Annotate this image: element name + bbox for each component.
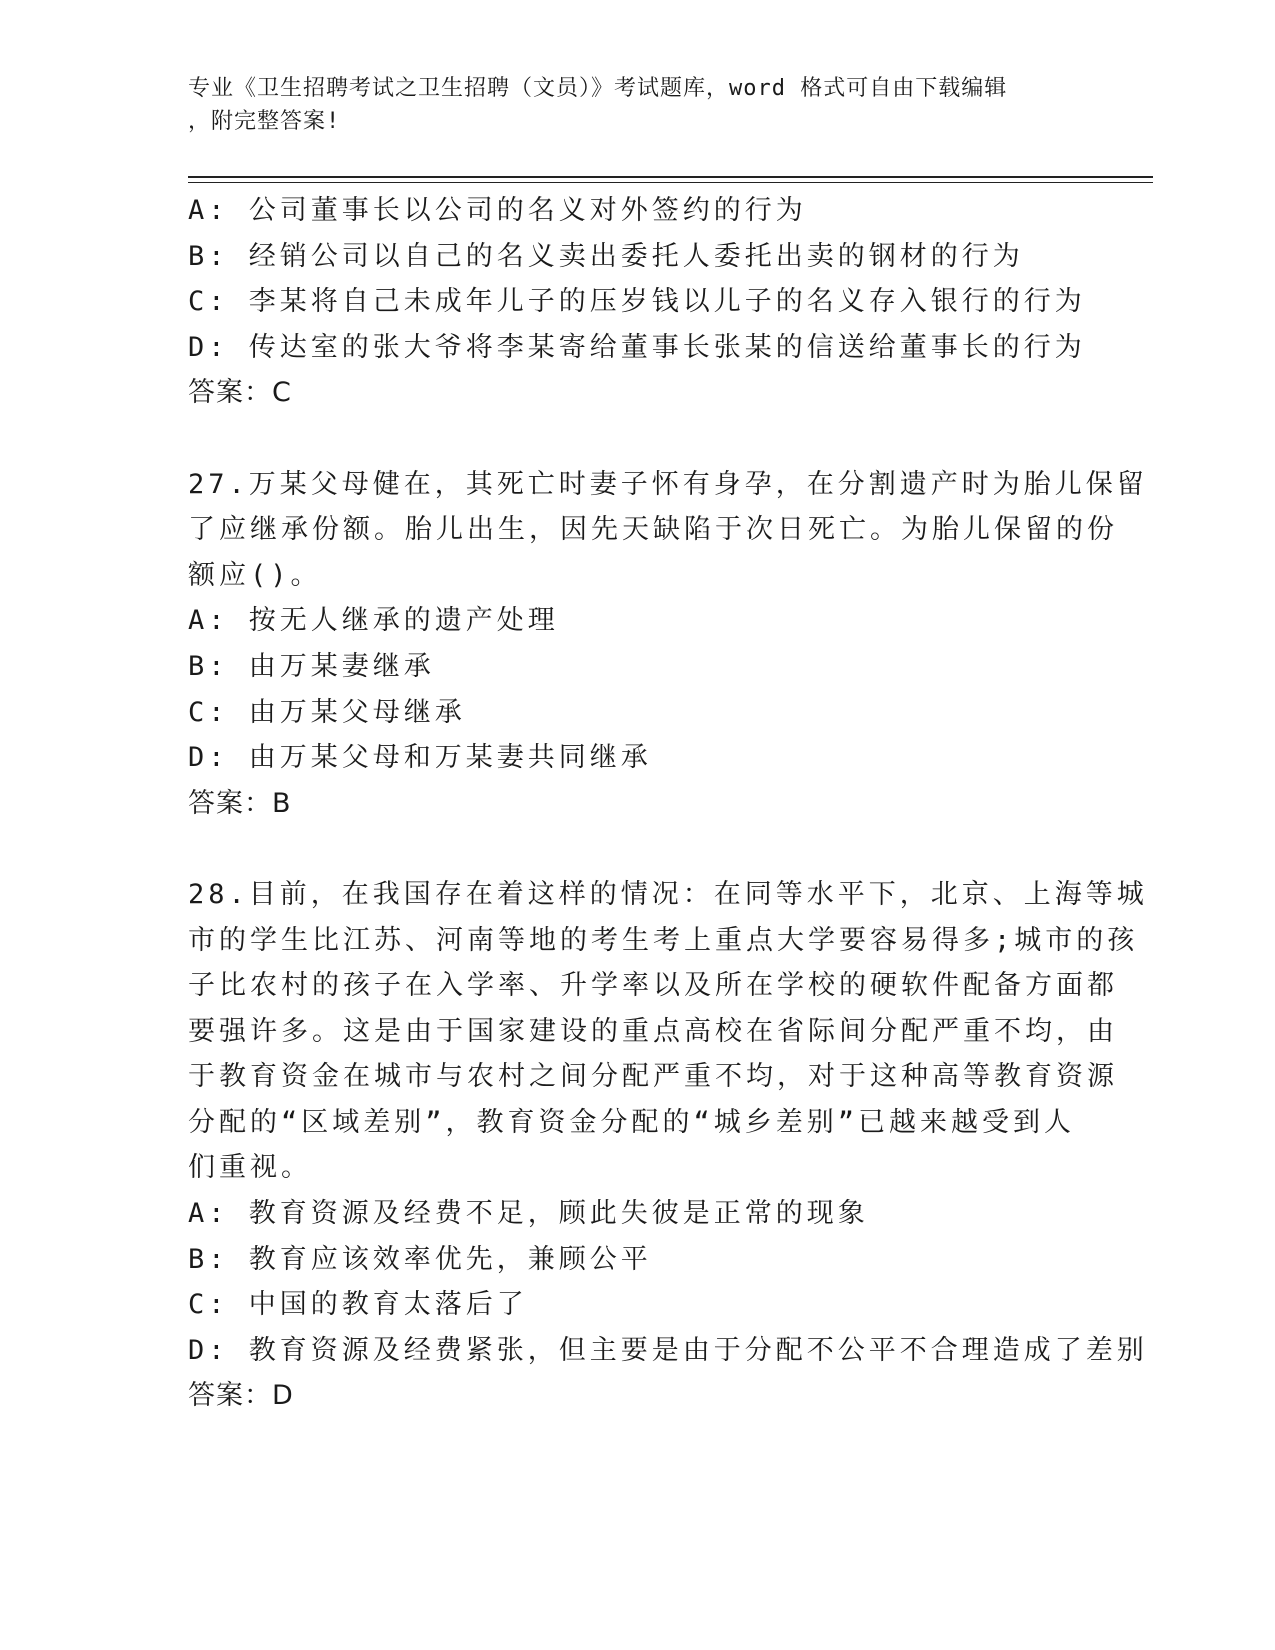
option-a: A: 按无人继承的遗产处理 [188,605,559,637]
option-a: A: 公司董事长以公司的名义对外签约的行为 [188,195,807,226]
spacer [188,416,1088,462]
header-line-1: 专业《卫生招聘考试之卫生招聘（文员）》考试题库，word 格式可自由下载编辑 [188,76,1008,101]
question-stem-line: 额应()。 [188,559,322,591]
question-28 [188,872,1148,1419]
question-27 [188,462,1148,827]
option-b: B: 教育应该效率优先，兼顾公平 [188,1243,652,1275]
option-d: D: 传达室的张大爷将李某寄给董事长张某的信送给董事长的行为 [188,331,1086,363]
option-b: B: 由万某妻继承 [188,650,435,682]
answer: 答案：D [188,1380,294,1412]
question-stem-line: 市的学生比江苏、河南等地的考生考上重点大学要容易得多;城市的孩 [188,924,1139,956]
header-line-2: ，附完整答案! [188,109,341,134]
option-c: C: 中国的教育太落后了 [188,1289,528,1321]
question-stem-line: 了应继承份额。胎儿出生，因先天缺陷于次日死亡。为胎儿保留的份 [188,514,1118,546]
question-stem-line: 要强许多。这是由于国家建设的重点高校在省际间分配严重不均，由 [188,1015,1118,1047]
question-stem-line: 分配的“区域差别”，教育资金分配的“城乡差别”已越来越受到人 [188,1106,1076,1138]
option-d: D: 由万某父母和万某妻共同继承 [188,742,652,774]
question-stem-line: 28.目前，在我国存在着这样的情况：在同等水平下，北京、上海等城 [188,878,1148,910]
question-stem-line: 子比农村的孩子在入学率、升学率以及所在学校的硬软件配备方面都 [188,970,1118,1002]
option-b: B: 经销公司以自己的名义卖出委托人委托出卖的钢材的行为 [188,240,1024,272]
document-body [188,188,1148,1419]
header-rule-thick [188,176,1153,178]
spacer [188,826,1088,872]
option-c: C: 由万某父母继承 [188,696,466,728]
question-stem-line: 于教育资金在城市与农村之间分配严重不均，对于这种高等教育资源 [188,1061,1118,1093]
answer: 答案：C [188,377,292,409]
document-header [188,72,1068,138]
option-c: C: 李某将自己未成年儿子的压岁钱以儿子的名义存入银行的行为 [188,286,1086,318]
question-26 [188,188,1088,416]
header-rule-thin [188,182,1153,183]
option-d: D: 教育资源及经费紧张，但主要是由于分配不公平不合理造成了差别 [188,1334,1148,1366]
answer: 答案：B [188,787,292,819]
option-a: A: 教育资源及经费不足，顾此失彼是正常的现象 [188,1198,869,1230]
question-stem-line: 们重视。 [188,1152,312,1184]
question-stem-line: 27.万某父母健在，其死亡时妻子怀有身孕，在分割遗产时为胎儿保留 [188,468,1148,500]
